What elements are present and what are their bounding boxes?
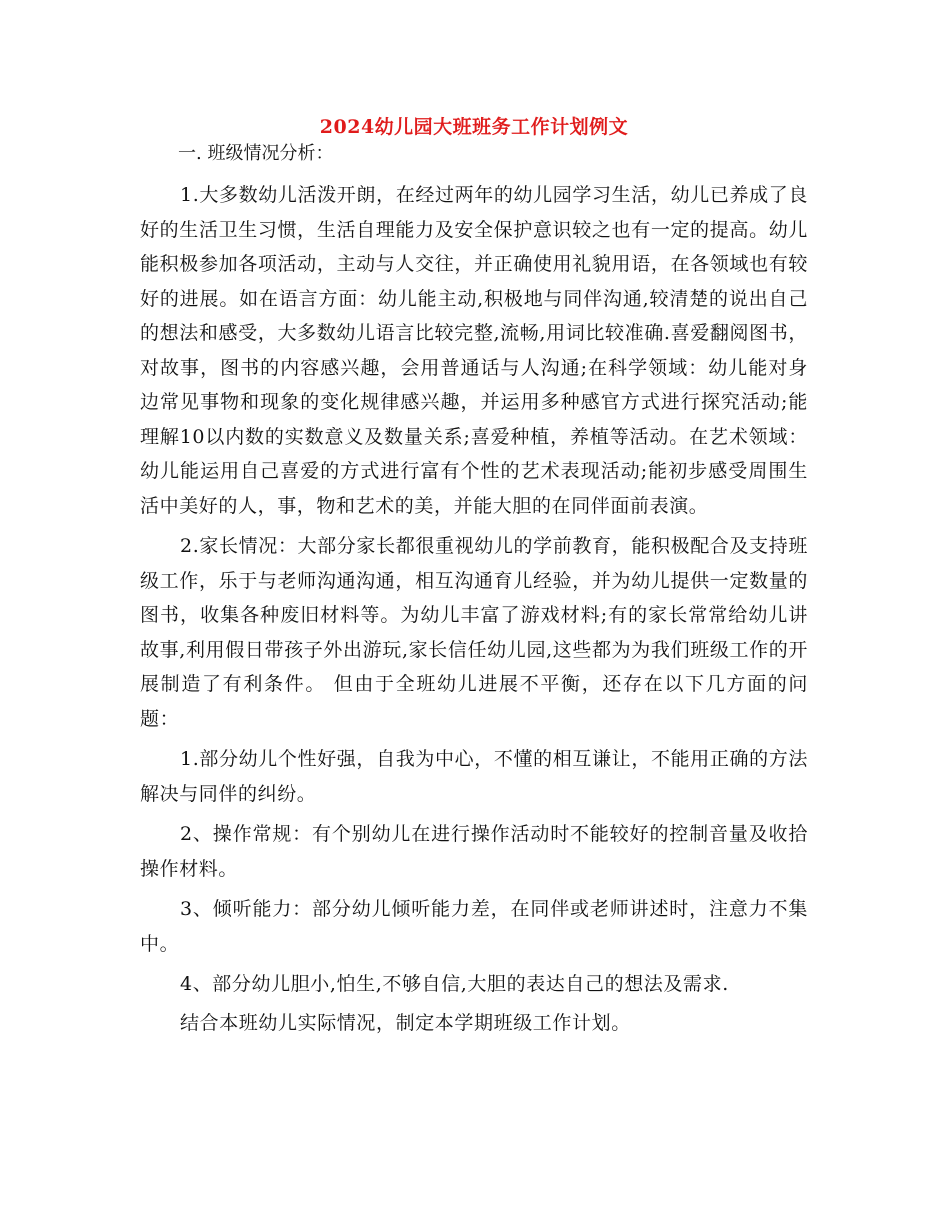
paragraph-problem-4: 4、部分幼儿胆小,怕生,不够自信,大胆的表达自己的想法及需求.: [180, 973, 729, 995]
paragraph-parent-situation: 2.家长情况：大部分家长都很重视幼儿的学前教育，能积极配合及支持班级工作，乐于与老师沟通沟通，相互沟通育儿经验，并为幼儿提供一定数量的图书，收集各种废旧材料等。为幼儿丰富了游戏材料;有的家长常常给幼儿讲故事,利用假日带孩子外出游玩,家长信任幼儿园,这些都为为我们班级工作的开展制造了有利条件。 但由于全班幼儿进展不平衡，还存在以下几方面的问题：: [140, 535, 808, 730]
paragraph-child-overview: 1.大多数幼儿活泼开朗，在经过两年的幼儿园学习生活，幼儿已养成了良好的生活卫生习惯，生活自理能力及安全保护意识较之也有一定的提高。幼儿能积极参加各项活动，主动与人交往，并正确使用礼貌用语，在各领域也有较好的进展。如在语言方面：幼儿能主动,积极地与同伴沟通,较清楚的说出自己的想法和感受，大多数幼儿语言比较完整,流畅,用词比较准确.喜爱翻阅图书，对故事，图书的内容感兴趣，会用普通话与人沟通;在科学领域：幼儿能对身边常见事物和现象的变化规律感兴趣，并运用多种感官方式进行探究活动;能理解10以内数的实数意义及数量关系;喜爱种植，养植等活动。在艺术领域：幼儿能运用自己喜爱的方式进行富有个性的艺术表现活动;能初步感受周围生活中美好的人，事，物和艺术的美，并能大胆的在同伴面前表演。: [140, 184, 808, 517]
document-title: 2024幼儿园大班班务工作计划例文: [319, 116, 629, 138]
paragraph-problem-1: 1.部分幼儿个性好强，自我为中心，不懂的相互谦让，不能用正确的方法解决与同伴的纠纷。: [140, 748, 808, 805]
paragraph-problem-2: 2、操作常规：有个别幼儿在进行操作活动时不能较好的控制音量及收拾操作材料。: [140, 823, 808, 880]
section-heading-class-analysis: 一. 班级情况分析：: [178, 143, 334, 164]
paragraph-problem-3: 3、倾听能力：部分幼儿倾听能力差，在同伴或老师讲述时，注意力不集中。: [140, 898, 808, 955]
paragraph-conclusion: 结合本班幼儿实际情况，制定本学期班级工作计划。: [180, 1011, 631, 1034]
document-page: [140, 112, 808, 1040]
